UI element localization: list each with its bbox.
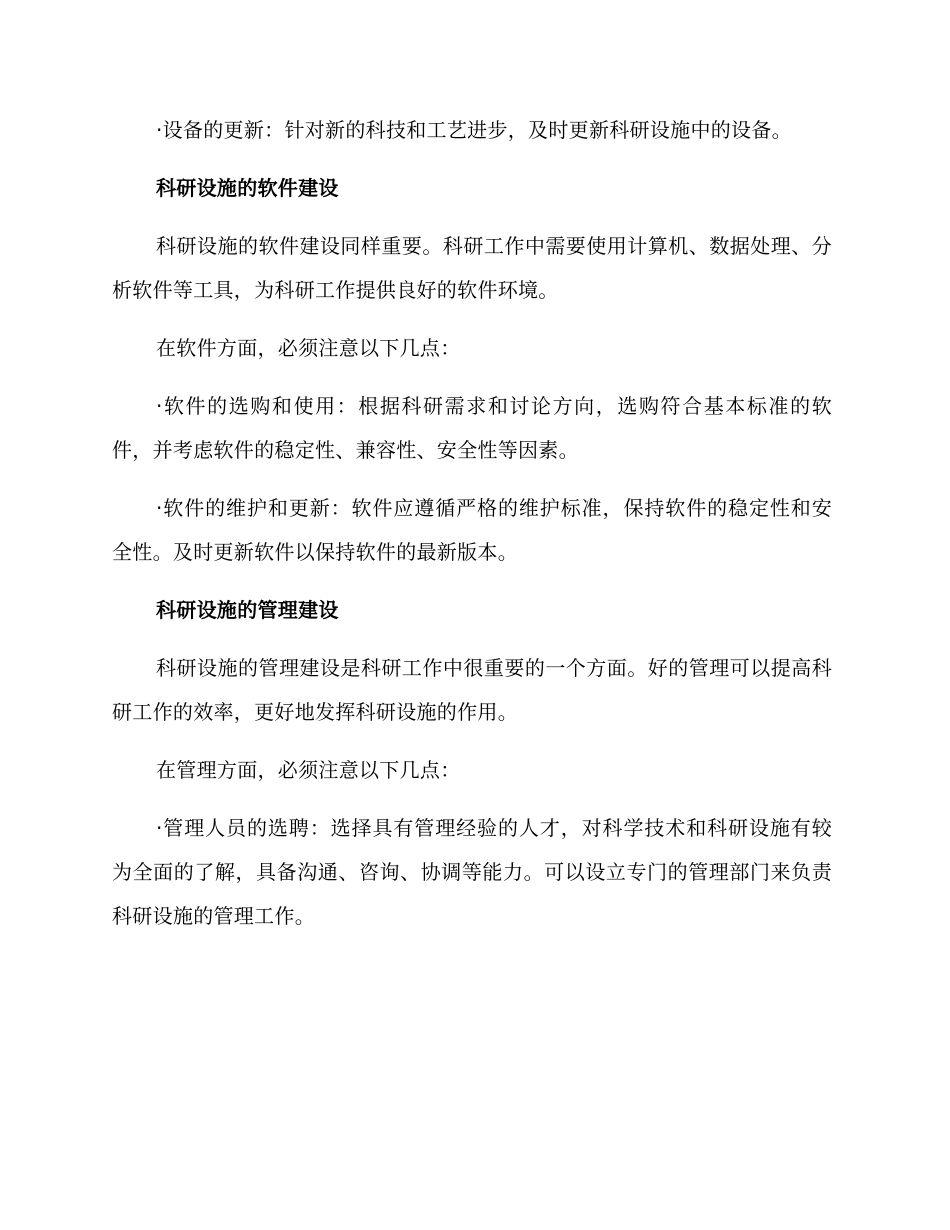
paragraph-software-points-lead: 在软件方面，必须注意以下几点： [156,336,461,360]
paragraph-equipment-update: ·设备的更新：针对新的科技和工艺进步，及时更新科研设施中的设备。 [156,118,792,142]
paragraph-software-maintenance: ·软件的维护和更新：软件应遵循严格的维护标准，保持软件的稳定性和安全性。及时更新软件以保持软件的最新版本。 [112,496,832,564]
paragraph-software-intro: 科研设施的软件建设同样重要。科研工作中需要使用计算机、数据处理、分析软件等工具，为科研工作提供良好的软件环境。 [112,234,832,302]
paragraph-software-selection: ·软件的选购和使用：根据科研需求和讨论方向，选购符合基本标准的软件，并考虑软件的稳定性、兼容性、安全性等因素。 [112,394,832,462]
document-body [112,108,832,952]
section-heading-software: 科研设施的软件建设 [156,176,339,200]
paragraph-management-intro: 科研设施的管理建设是科研工作中很重要的一个方面。好的管理可以提高科研工作的效率，更好地发挥科研设施的作用。 [112,656,832,724]
paragraph-management-points-lead: 在管理方面，必须注意以下几点： [156,758,461,782]
section-heading-management: 科研设施的管理建设 [156,598,339,622]
paragraph-management-staffing: ·管理人员的选聘：选择具有管理经验的人才，对科学技术和科研设施有较为全面的了解，具备沟通、咨询、协调等能力。可以设立专门的管理部门来负责科研设施的管理工作。 [112,816,832,928]
